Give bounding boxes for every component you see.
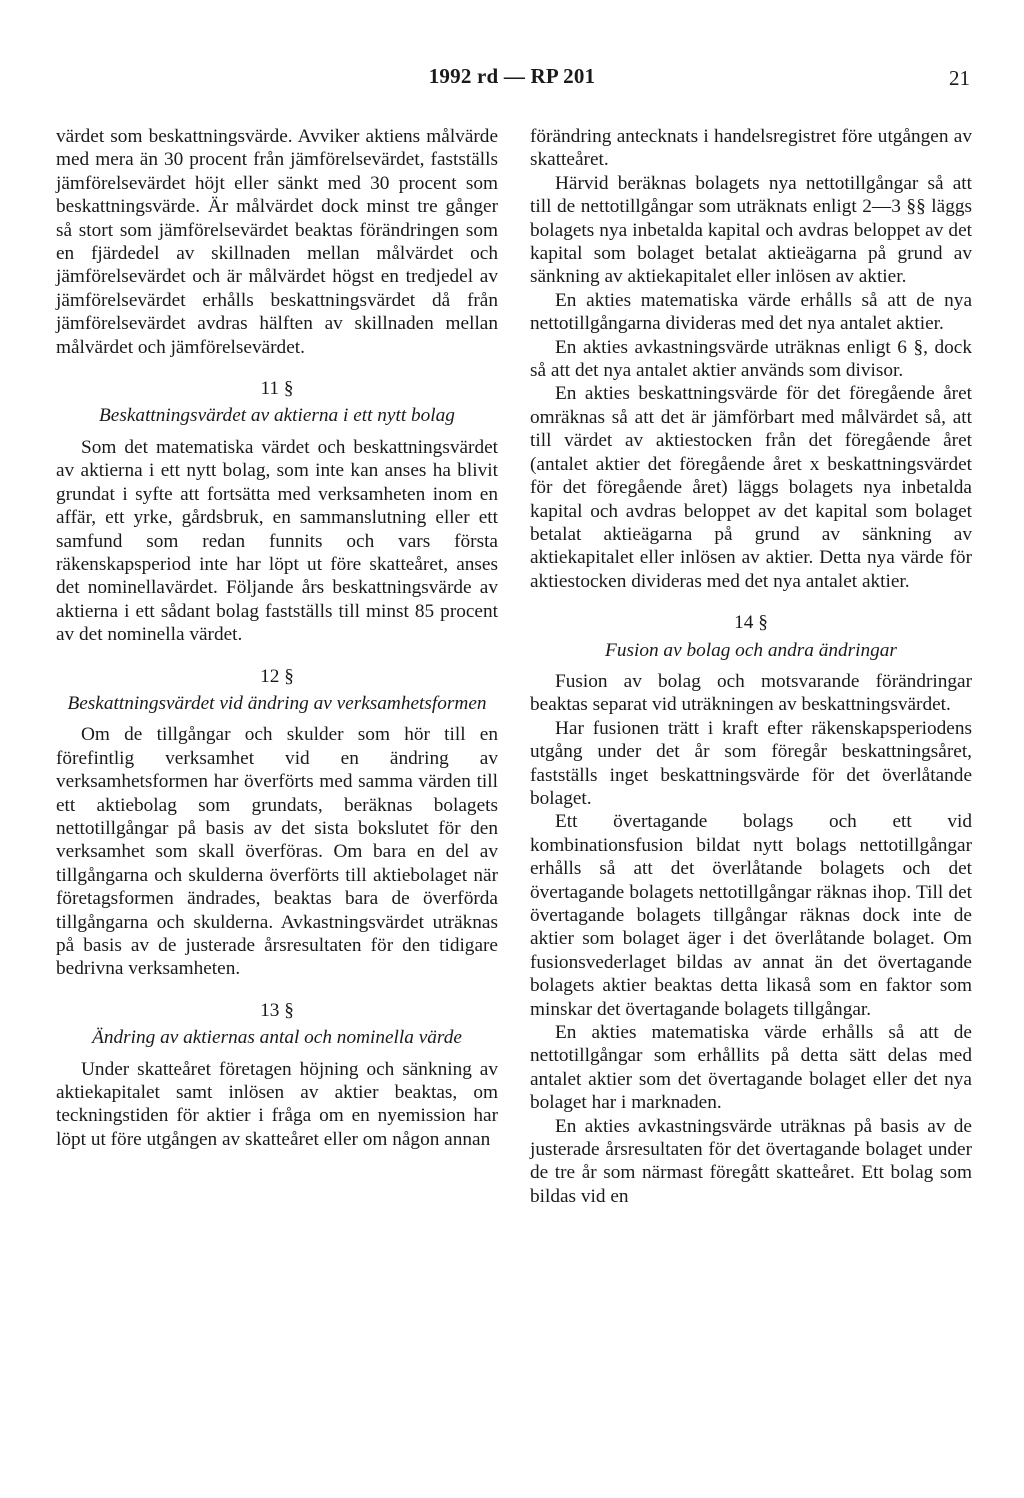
page-number: 21 (949, 66, 970, 90)
paragraph: Har fusionen trätt i kraft efter räkenskapsperiodens utgång under det år som föregår beskattningsåret, fastställs inget beskattningsvärde för det överlåtande bolaget. (530, 717, 972, 809)
section-title: Beskattningsvärdet vid ändring av verksamhetsformen (67, 692, 487, 714)
paragraph: Under skatteåret företagen höjning och sänkning av aktiekapitalet samt inlösen av aktier beaktas, om teckningstiden för aktier i fråga om en nyemission har löpt ut före utgången av skatteåret eller om någon annan (56, 1058, 498, 1150)
left-column (56, 125, 498, 1151)
right-column (530, 125, 972, 1208)
paragraph: En akties matematiska värde erhålls så att de nettotillgångar som erhållits på detta sätt delas med antalet aktier som det övertagande bolaget eller det nya bolaget har i marknaden. (530, 1022, 972, 1114)
paragraph: En akties avkastningsvärde uträknas enligt 6 §, dock så att det nya antalet aktier används som divisor. (530, 336, 972, 382)
section-title: Ändring av aktiernas antal och nominella värde (92, 1027, 462, 1049)
paragraph: värdet som beskattningsvärde. Avviker aktiens målvärde med mera än 30 procent från jämförelsevärdet, fastställs jämförelsevärdet höjt eller sänkt med 30 procent som beskattningsvärde. Är målvärdet dock minst tre gånger så stort som jämförelsevärdet beaktas förändringen som en fjärdedel av skillnaden mellan målvärdet och jämförelsevärdet och är målvärdet högst en tredjedel av jämförelsevärdet erhålls beskattningsvärdet då från jämförelsevärdet avdras hälften av skillnaden mellan målvärdet och jämförelsevärdet. (56, 126, 498, 358)
paragraph: Härvid beräknas bolagets nya nettotillgångar så att till de nettotillgångar som uträknats enligt 2—3 §§ läggs bolagets nya inbetalda kapital och avdras beloppet av det kapital som bolaget betalat aktieägarna på grund av sänkning av aktiekapitalet eller inlösen av aktier. (530, 172, 972, 288)
paragraph: Fusion av bolag och motsvarande förändringar beaktas separat vid uträkningen av beskattningsvärdet. (530, 670, 972, 716)
paragraph: Om de tillgångar och skulder som hör till en förefintlig verksamhet vid en ändring av verksamhetsformen har överförts med samma värden till ett aktiebolag som grundats, beräknas bolagets nettotillgångar på basis av det sista bokslutet för den verksamhet som skall överföras. Om bara en del av tillgångarna och skulderna överförts till aktiebolaget när företagsformen ändrades, beaktas bara de överförda tillgångarna och skulderna. Avkastningsvärdet uträknas på basis av de justerade årsresultaten för den tidigare bedrivna verksamheten. (56, 724, 498, 980)
paragraph: En akties avkastningsvärde uträknas på basis av de justerade årsresultaten för det övertagande bolaget under de tre år som närmast föregått skatteåret. Ett bolag som bildas vid en (530, 1115, 972, 1207)
paragraph: förändring antecknats i handelsregistret före utgången av skatteåret. (530, 126, 972, 171)
running-title: 1992 rd — RP 201 (428, 64, 596, 88)
section-title: Beskattningsvärdet av aktierna i ett nytt bolag (99, 405, 455, 427)
section-number: 14 § (734, 612, 768, 634)
section-number: 11 § (260, 378, 294, 400)
paragraph: En akties matematiska värde erhålls så att de nya nettotillgångarna divideras med det nya antalet aktier. (530, 289, 972, 335)
section-title: Fusion av bolag och andra ändringar (605, 639, 897, 661)
section-number: 13 § (260, 999, 294, 1021)
paragraph: Som det matematiska värdet och beskattningsvärdet av aktierna i ett nytt bolag, som inte kan anses ha blivit grundat i syfte att fortsätta med verksamheten inom en affär, ett yrke, gårdsbruk, en sammanslutning eller ett samfund som redan funnits och vars första räkenskapsperiod inte har löpt ut före skatteåret, anses det nominellavärdet. Följande års beskattningsvärde av aktierna i ett sådant bolag fastställs till minst 85 procent av det nominella värdet. (56, 436, 498, 646)
page-header (0, 64, 1024, 96)
section-number: 12 § (260, 665, 294, 687)
paragraph: En akties beskattningsvärde för det föregående året omräknas så att det är jämförbart med målvärdet så, att till värdet av aktiestocken från det föregående året (antalet aktier det föregående året x beskattningsvärdet för det föregående året) läggs bolagets nya inbetalda kapital och avdras beloppet av det kapital som bolaget betalat aktieägarna på grund av sänkning av aktiekapitalet eller inlösen av aktier. Detta nya värde för aktiestocken divideras med det nya antalet aktier. (530, 383, 972, 592)
paragraph: Ett övertagande bolags och ett vid kombinationsfusion bildat nytt bolags nettotillgångar erhålls så att det överlåtande bolagets och det övertagande bolagets nettotillgångar räknas ihop. Till det övertagande bolagets tillgångar räknas dock inte de aktier som bolaget äger i det överlåtande bolaget. Om fusionsvederlaget bildas av annat än det övertagande bolagets aktier beaktas detta likaså som en faktor som minskar det övertagande bolagets tillgångar. (530, 811, 972, 1020)
